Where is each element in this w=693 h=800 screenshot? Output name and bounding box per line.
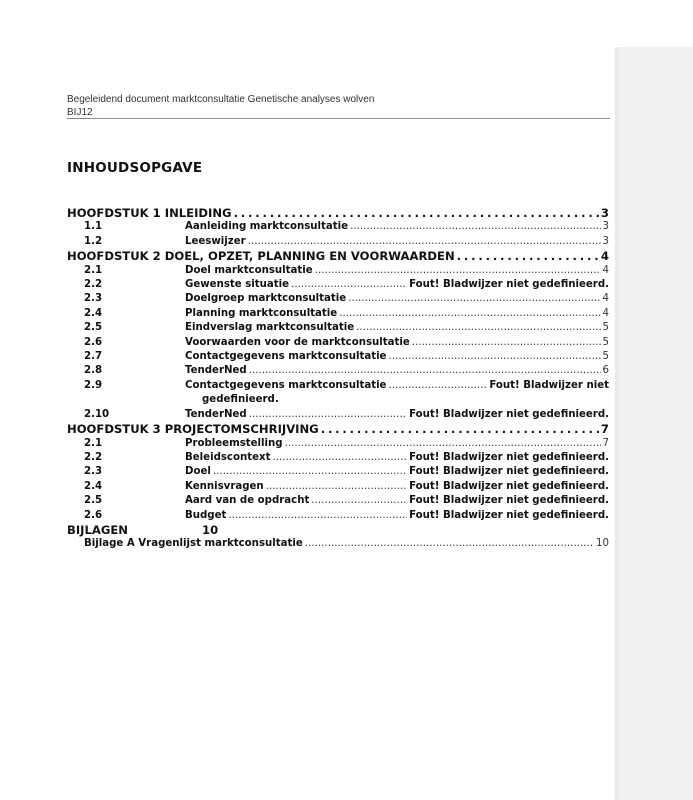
toc-leader-dots <box>272 451 407 465</box>
toc-page-number: 5 <box>602 336 609 348</box>
toc-leader-dots <box>457 249 599 263</box>
toc-leader-dots <box>228 509 407 523</box>
toc-appendix-item-a[interactable] <box>67 537 609 551</box>
toc-leader-dots <box>388 350 600 364</box>
toc-item-label: Voorwaarden voor de marktconsultatie <box>185 336 410 348</box>
toc-leader-dots <box>356 321 600 335</box>
toc-leader-dots <box>213 465 407 479</box>
table-of-contents <box>67 206 609 552</box>
toc-item-number: 2.6 <box>84 336 103 348</box>
toc-chapter-2[interactable] <box>67 249 609 263</box>
toc-page-number: 5 <box>602 322 609 334</box>
toc-page-number: 7 <box>600 422 609 437</box>
toc-item-number: 2.2 <box>84 279 103 291</box>
toc-page-number: 5 <box>602 351 609 363</box>
toc-item-number: 2.2 <box>84 451 103 463</box>
toc-leader-dots <box>339 307 600 321</box>
toc-item-label: Bijlage A Vragenlijst marktconsultatie <box>84 538 303 550</box>
toc-leader-dots <box>388 379 487 393</box>
toc-item-label: Leeswijzer <box>185 235 246 247</box>
header-document-title: Begeleidend document marktconsultatie Genetische analyses wolven <box>67 94 375 105</box>
toc-leader-dots <box>248 235 601 249</box>
toc-item-number: 2.5 <box>84 322 103 334</box>
toc-item-number: 2.4 <box>84 480 103 492</box>
toc-item-1-1[interactable] <box>67 220 609 234</box>
toc-item-number: 1.1 <box>84 221 103 233</box>
toc-leader-dots <box>311 494 407 508</box>
toc-item-label: Gewenste situatie <box>185 279 290 291</box>
toc-item-2-4[interactable] <box>67 307 609 321</box>
toc-item-2-10[interactable] <box>67 408 609 422</box>
toc-bookmark-error: Fout! Bladwijzer niet gedefinieerd. <box>409 466 609 478</box>
toc-page-number: 4 <box>602 307 609 319</box>
toc-page-number: 3 <box>602 221 609 233</box>
toc-page-number: 3 <box>600 206 609 220</box>
toc-item-2-9[interactable] <box>67 379 609 408</box>
toc-leader-dots <box>234 206 599 220</box>
toc-chapter-3[interactable] <box>67 422 609 436</box>
toc-item-2-8[interactable] <box>67 364 609 378</box>
toc-chapter-label: HOOFDSTUK 3 PROJECTOMSCHRIJVING <box>67 422 319 437</box>
toc-bookmark-error: Fout! Bladwijzer niet <box>489 379 609 391</box>
toc-page-number: 4 <box>600 249 609 264</box>
toc-item-number: 2.3 <box>84 466 103 478</box>
toc-item-label: Planning marktconsultatie <box>185 307 338 319</box>
toc-leader-dots <box>266 480 407 494</box>
toc-appendix-heading[interactable] <box>67 523 609 537</box>
toc-item-number: 2.6 <box>84 509 103 521</box>
toc-leader-dots <box>315 264 601 278</box>
toc-item-3-2[interactable] <box>67 451 609 465</box>
toc-page-number: 4 <box>602 264 609 276</box>
toc-item-label: Doelgroep marktconsultatie <box>185 293 347 305</box>
toc-item-label: Beleidscontext <box>185 451 271 463</box>
toc-item-number: 1.2 <box>84 235 103 247</box>
toc-item-label: Contactgegevens marktconsultatie <box>185 379 387 391</box>
toc-leader-dots <box>348 292 600 306</box>
toc-chapter-label: HOOFDSTUK 1 INLEIDING <box>67 206 232 220</box>
toc-item-number: 2.4 <box>84 307 103 319</box>
header-organization: BIJ12 <box>67 107 93 118</box>
toc-item-label: Aanleiding marktconsultatie <box>185 221 349 233</box>
toc-title: INHOUDSOPGAVE <box>67 160 203 176</box>
toc-page-number: 4 <box>602 293 609 305</box>
toc-item-label: Aard van de opdracht <box>185 495 310 507</box>
toc-item-3-4[interactable] <box>67 480 609 494</box>
page-header <box>67 93 610 119</box>
header-divider <box>67 118 610 119</box>
toc-item-number: 2.10 <box>84 408 110 420</box>
toc-leader-dots <box>249 364 601 378</box>
toc-item-label: Doel <box>185 466 211 478</box>
toc-item-3-6[interactable] <box>67 509 609 523</box>
toc-bookmark-error: Fout! Bladwijzer niet gedefinieerd. <box>409 408 609 420</box>
toc-item-number: 2.8 <box>84 365 103 377</box>
toc-item-2-2[interactable] <box>67 278 609 292</box>
toc-bookmark-error: Fout! Bladwijzer niet gedefinieerd. <box>409 509 609 521</box>
toc-item-label: TenderNed <box>185 408 247 420</box>
toc-item-3-1[interactable] <box>67 437 609 451</box>
toc-bookmark-error: Fout! Bladwijzer niet gedefinieerd. <box>409 451 609 463</box>
toc-bookmark-error-continuation: gedefinieerd. <box>202 394 279 406</box>
toc-item-2-5[interactable] <box>67 321 609 335</box>
toc-item-number: 2.3 <box>84 293 103 305</box>
toc-item-3-3[interactable] <box>67 465 609 479</box>
toc-item-label: Contactgegevens marktconsultatie <box>185 351 387 363</box>
toc-item-label: Kennisvragen <box>185 480 264 492</box>
toc-bookmark-error: Fout! Bladwijzer niet gedefinieerd. <box>409 495 609 507</box>
toc-bookmark-error: Fout! Bladwijzer niet gedefinieerd. <box>409 279 609 291</box>
toc-leader-dots <box>321 422 599 436</box>
toc-item-number: 2.1 <box>84 264 103 276</box>
toc-item-label: TenderNed <box>185 365 247 377</box>
toc-item-number: 2.7 <box>84 351 103 363</box>
toc-item-2-6[interactable] <box>67 336 609 350</box>
toc-item-label: Eindverslag marktconsultatie <box>185 322 355 334</box>
toc-item-3-5[interactable] <box>67 494 609 508</box>
toc-item-2-7[interactable] <box>67 350 609 364</box>
toc-chapter-label: HOOFDSTUK 2 DOEL, OPZET, PLANNING EN VOORWAARDEN <box>67 249 455 264</box>
toc-item-2-1[interactable] <box>67 264 609 278</box>
toc-bookmark-error: Fout! Bladwijzer niet gedefinieerd. <box>409 480 609 492</box>
toc-item-label: Probleemstelling <box>185 437 283 449</box>
toc-item-2-3[interactable] <box>67 292 609 306</box>
side-margin-panel <box>615 47 693 800</box>
toc-item-number: 2.5 <box>84 495 103 507</box>
toc-leader-dots <box>412 336 601 350</box>
toc-item-label: Budget <box>185 509 227 521</box>
toc-leader-dots <box>291 278 407 292</box>
toc-item-1-2[interactable] <box>67 235 609 249</box>
toc-page-number: 10 <box>596 538 609 550</box>
toc-leader-dots <box>305 537 594 551</box>
toc-item-label: Doel marktconsultatie <box>185 264 313 276</box>
toc-page-number: 3 <box>602 235 609 247</box>
toc-page-number: 10 <box>202 522 219 537</box>
toc-item-number: 2.9 <box>84 379 103 391</box>
toc-item-number: 2.1 <box>84 437 103 449</box>
toc-page-number: 7 <box>602 437 609 449</box>
toc-leader-dots <box>249 408 407 422</box>
toc-appendix-label: BIJLAGEN <box>67 522 128 537</box>
toc-chapter-1[interactable] <box>67 206 609 220</box>
toc-leader-dots <box>285 437 601 451</box>
toc-page-number: 6 <box>602 365 609 377</box>
toc-leader-dots <box>350 220 600 234</box>
